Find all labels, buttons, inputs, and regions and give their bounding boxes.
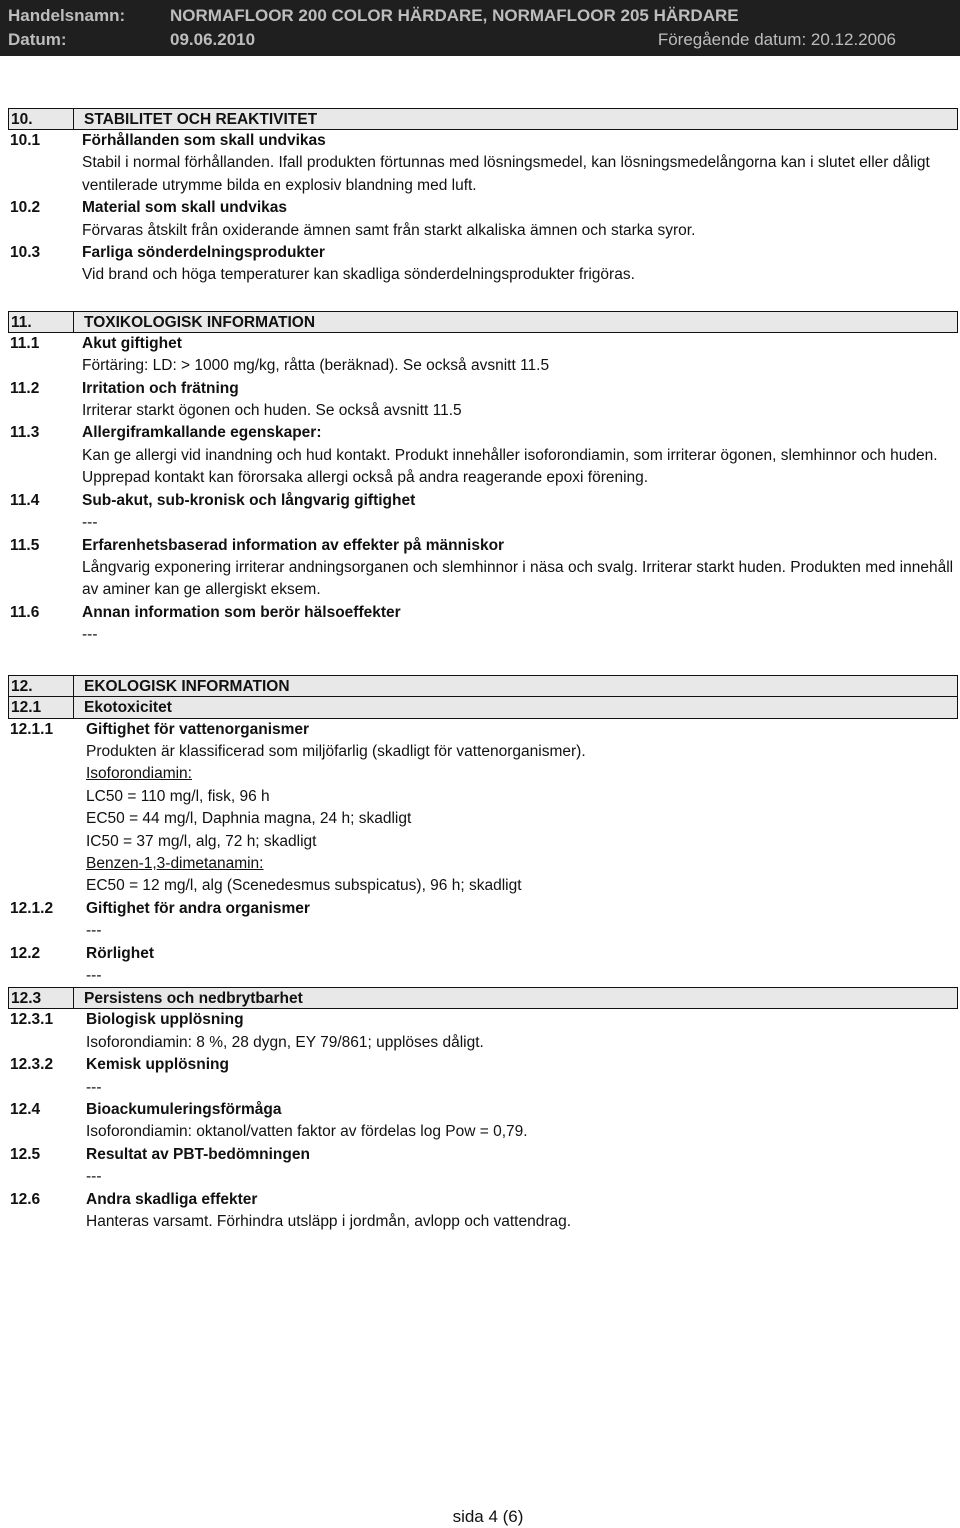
subsection-11-5 — [8, 535, 958, 557]
subsection-title: Erfarenhetsbaserad information av effekter på människor — [82, 536, 505, 554]
paragraph: Långvarig exponering irriterar andningsorganen och slemhinnor i näsa och svalg. Irriterar starkt huden. Produkten med innehåll av aminer kan ge allergiskt eksem. — [82, 558, 954, 599]
subsection-number: 11.1 — [10, 334, 40, 352]
subsection-number: 12.4 — [10, 1101, 41, 1119]
trade-name-value: NORMAFLOOR 200 COLOR HÄRDARE, NORMAFLOOR 205 HÄRDARE — [170, 6, 739, 25]
subsection-12-1-2 — [8, 898, 958, 920]
document-content — [8, 108, 958, 1233]
subsection-title: Bioackumuleringsförmåga — [86, 1101, 282, 1119]
subsection-10-2 — [8, 197, 958, 219]
section-number: 12. — [9, 676, 74, 696]
paragraph: Isoforondiamin: 8 %, 28 dygn, EY 79/861; upplöses dåligt. — [86, 1033, 484, 1051]
subsection-12-1-1 — [8, 719, 958, 741]
subsection-10-1 — [8, 130, 958, 152]
subsection-number: 11.6 — [10, 603, 40, 621]
trade-name-label: Handelsnamn: — [8, 6, 126, 25]
section-heading-11 — [8, 311, 958, 333]
paragraph: --- — [82, 626, 98, 644]
subsection-heading-12-3 — [8, 987, 958, 1009]
paragraph: Isoforondiamin: oktanol/vatten faktor av fördelas log Pow = 0,79. — [86, 1123, 528, 1141]
date-label: Datum: — [8, 30, 67, 49]
subsection-12-3-2 — [8, 1054, 958, 1076]
paragraph: Produkten är klassificerad som miljöfarlig (skadligt för vattenorganismer). — [86, 742, 586, 760]
subsection-12-4 — [8, 1099, 958, 1121]
subsection-number: 12.3.1 — [10, 1011, 54, 1029]
subsection-12-6 — [8, 1189, 958, 1211]
subsection-12-5 — [8, 1144, 958, 1166]
paragraph: Kan ge allergi vid inandning och hud kontakt. Produkt innehåller isoforondiamin, som irriterar ögonen, slemhinnor och huden. Upprepad kontakt kan förorsaka allergi också på andra reagerande epoxi förening. — [82, 446, 938, 487]
toxicity-line: LC50 = 110 mg/l, fisk, 96 h — [86, 787, 270, 805]
subsection-11-2 — [8, 378, 958, 400]
section-title: TOXIKOLOGISK INFORMATION — [84, 313, 316, 331]
subsection-12-3-1 — [8, 1009, 958, 1031]
subsection-number: 11.5 — [10, 536, 40, 554]
subsection-title: Andra skadliga effekter — [86, 1190, 258, 1208]
subsection-number: 11.3 — [10, 424, 40, 442]
substance-heading: Benzen-1,3-dimetanamin: — [86, 854, 264, 872]
section-title: STABILITET OCH REAKTIVITET — [84, 111, 318, 128]
paragraph: --- — [86, 1168, 102, 1186]
subsection-number: 12.1.1 — [10, 720, 54, 738]
subsection-title: Rörlighet — [86, 944, 155, 962]
section-number: 10. — [9, 109, 74, 129]
subsection-number: 12.3 — [9, 988, 74, 1008]
subsection-title: Material som skall undvikas — [82, 199, 288, 217]
subsection-title: Förhållanden som skall undvikas — [82, 132, 326, 149]
subsection-number: 10.1 — [10, 132, 41, 149]
subsection-title: Irritation och frätning — [82, 379, 239, 397]
subsection-number: 12.1 — [9, 697, 74, 718]
paragraph: --- — [86, 967, 102, 984]
subsection-number: 11.4 — [10, 491, 40, 509]
subsection-title: Allergiframkallande egenskaper: — [82, 424, 322, 442]
subsection-number: 12.2 — [10, 944, 41, 962]
paragraph: Förtäring: LD: > 1000 mg/kg, råtta (beräknad). Se också avsnitt 11.5 — [82, 357, 550, 375]
date-value: 09.06.2010 — [170, 30, 256, 49]
subsection-title: Sub-akut, sub-kronisk och långvarig giftighet — [82, 491, 416, 509]
document-header — [0, 0, 960, 56]
subsection-11-6 — [8, 602, 958, 624]
paragraph: Förvaras åtskilt från oxiderande ämnen samt från starkt alkaliska ämnen och starka syror. — [82, 221, 696, 239]
subsection-11-3 — [8, 422, 958, 444]
subsection-title: Akut giftighet — [82, 334, 182, 352]
subsection-title: Giftighet för vattenorganismer — [86, 720, 310, 738]
section-12 — [8, 675, 958, 1234]
toxicity-line: IC50 = 37 mg/l, alg, 72 h; skadligt — [86, 832, 317, 850]
subsection-title: Resultat av PBT-bedömningen — [86, 1145, 310, 1163]
previous-date: Föregående datum: 20.12.2006 — [657, 30, 896, 49]
page-footer — [0, 1507, 960, 1527]
subsection-title: Annan information som berör hälsoeffekter — [82, 603, 401, 621]
subsection-title: Kemisk upplösning — [86, 1056, 229, 1074]
paragraph: Stabil i normal förhållanden. Ifall produkten förtunnas med lösningsmedel, kan lösningsmedelångorna kan i slutet eller dåligt ventilerade utrymme bilda en explosiv blandning med luft. — [82, 154, 930, 194]
section-heading-10 — [8, 108, 958, 130]
subsection-number: 10.3 — [10, 244, 41, 262]
subsection-number: 10.2 — [10, 199, 41, 217]
substance-heading: Isoforondiamin: — [86, 765, 192, 783]
subsection-11-4 — [8, 490, 958, 512]
subsection-12-2 — [8, 943, 958, 965]
subsection-title: Biologisk upplösning — [86, 1011, 244, 1029]
subsection-title: Giftighet för andra organismer — [86, 899, 310, 917]
subsection-number: 12.5 — [10, 1145, 41, 1163]
paragraph: --- — [86, 1078, 102, 1096]
subsection-number: 12.6 — [10, 1190, 41, 1208]
subsection-number: 11.2 — [10, 379, 40, 397]
paragraph: --- — [82, 514, 98, 532]
section-heading-12 — [8, 675, 958, 697]
subsection-title: Farliga sönderdelningsprodukter — [82, 244, 325, 262]
subsection-heading-12-1 — [8, 697, 958, 719]
subsection-title: Ekotoxicitet — [84, 698, 172, 716]
subsection-number: 12.3.2 — [10, 1056, 54, 1074]
page-number: sida 4 (6) — [452, 1507, 524, 1526]
toxicity-line: EC50 = 12 mg/l, alg (Scenedesmus subspicatus), 96 h; skadligt — [86, 877, 522, 895]
paragraph: --- — [86, 922, 102, 940]
section-number: 11. — [9, 312, 74, 332]
section-title: EKOLOGISK INFORMATION — [84, 677, 290, 695]
subsection-number: 12.1.2 — [10, 899, 54, 917]
paragraph: Vid brand och höga temperaturer kan skadliga sönderdelningsprodukter frigöras. — [82, 266, 635, 284]
subsection-10-3 — [8, 242, 958, 264]
paragraph: Irriterar starkt ögonen och huden. Se också avsnitt 11.5 — [82, 402, 462, 420]
subsection-11-1 — [8, 333, 958, 355]
paragraph: Hanteras varsamt. Förhindra utsläpp i jordmån, avlopp och vattendrag. — [86, 1213, 572, 1231]
toxicity-line: EC50 = 44 mg/l, Daphnia magna, 24 h; skadligt — [86, 810, 412, 828]
subsection-title: Persistens och nedbrytbarhet — [84, 990, 303, 1008]
